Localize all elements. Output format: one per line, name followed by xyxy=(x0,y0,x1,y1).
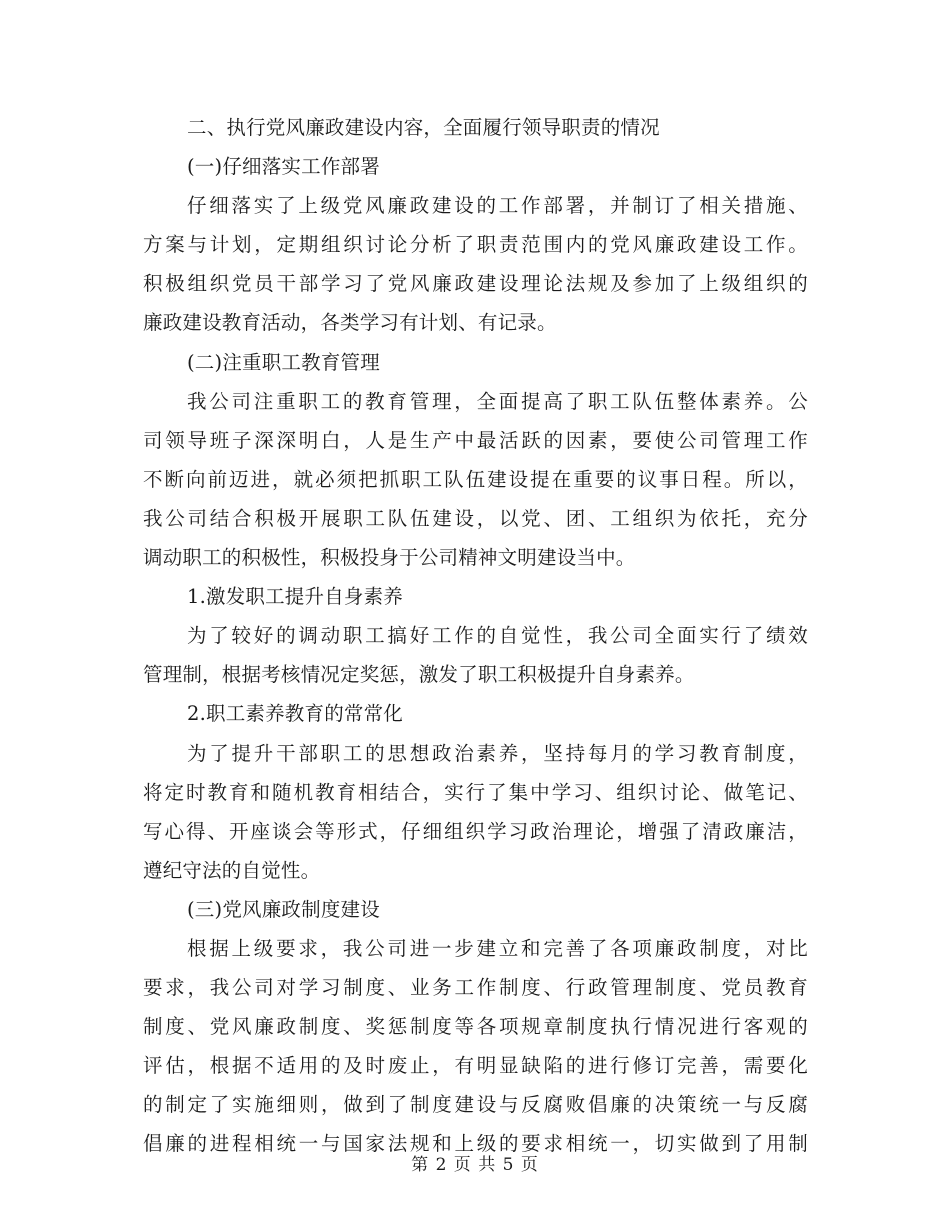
text-line: 管理制，根据考核情况定奖惩，激发了职工积极提升自身素养。 xyxy=(143,663,695,687)
text-line: 倡廉的进程相统一与国家法规和上级的要求相统一，切实做到了用制 xyxy=(143,1132,808,1156)
text-line: (三)党风廉政制度建设 xyxy=(187,897,380,921)
text-line: 调动职工的积极性，积极投身于公司精神文明建设当中。 xyxy=(143,546,636,570)
text-line: 评估，根据不适用的及时废止，有明显缺陷的进行修订完善，需要化 xyxy=(143,1054,808,1078)
text-line: 二、执行党风廉政建设内容，全面履行领导职责的情况 xyxy=(187,116,660,139)
text-line: 我公司注重职工的教育管理，全面提高了职工队伍整体素养。公 xyxy=(187,389,808,413)
text-line: 写心得、开座谈会等形式，仔细组织学习政治理论，增强了清政廉洁， xyxy=(143,819,808,843)
text-line: 要求，我公司对学习制度、业务工作制度、行政管理制度、党员教育 xyxy=(143,976,808,1000)
text-line: 将定时教育和随机教育相结合，实行了集中学习、组织讨论、做笔记、 xyxy=(143,780,808,804)
text-line: 的制定了实施细则，做到了制度建设与反腐败倡廉的决策统一与反腐 xyxy=(143,1093,808,1117)
text-line: 方案与计划，定期组织讨论分析了职责范围内的党风廉政建设工作。 xyxy=(143,233,808,257)
text-line: 我公司结合积极开展职工队伍建设，以党、团、工组织为依托，充分 xyxy=(143,506,808,530)
text-line: 1.激发职工提升自身素养 xyxy=(187,585,404,609)
document-body xyxy=(143,108,808,1164)
text-line: 根据上级要求，我公司进一步建立和完善了各项廉政制度，对比 xyxy=(187,936,808,960)
text-line: 仔细落实了上级党风廉政建设的工作部署，并制订了相关措施、 xyxy=(187,194,808,218)
text-line: 积极组织党员干部学习了党风廉政建设理论法规及参加了上级组织的 xyxy=(143,272,808,296)
text-line: 廉政建设教育活动，各类学习有计划、有记录。 xyxy=(143,311,557,335)
text-line: (一)仔细落实工作部署 xyxy=(187,155,380,179)
text-line: 司领导班子深深明白，人是生产中最活跃的因素，要使公司管理工作 xyxy=(143,428,808,452)
text-line: (二)注重职工教育管理 xyxy=(187,350,380,374)
page-number-footer: 第 2 页 共 5 页 xyxy=(411,1155,539,1175)
text-line: 2.职工素养教育的常常化 xyxy=(187,702,404,726)
text-line: 遵纪守法的自觉性。 xyxy=(143,858,321,882)
text-line: 为了提升干部职工的思想政治素养，坚持每月的学习教育制度， xyxy=(187,741,808,765)
text-line: 不断向前迈进，就必须把抓职工队伍建设提在重要的议事日程。所以， xyxy=(143,467,808,491)
text-line: 制度、党风廉政制度、奖惩制度等各项规章制度执行情况进行客观的 xyxy=(143,1015,808,1039)
text-line: 为了较好的调动职工搞好工作的自觉性，我公司全面实行了绩效 xyxy=(187,624,808,648)
